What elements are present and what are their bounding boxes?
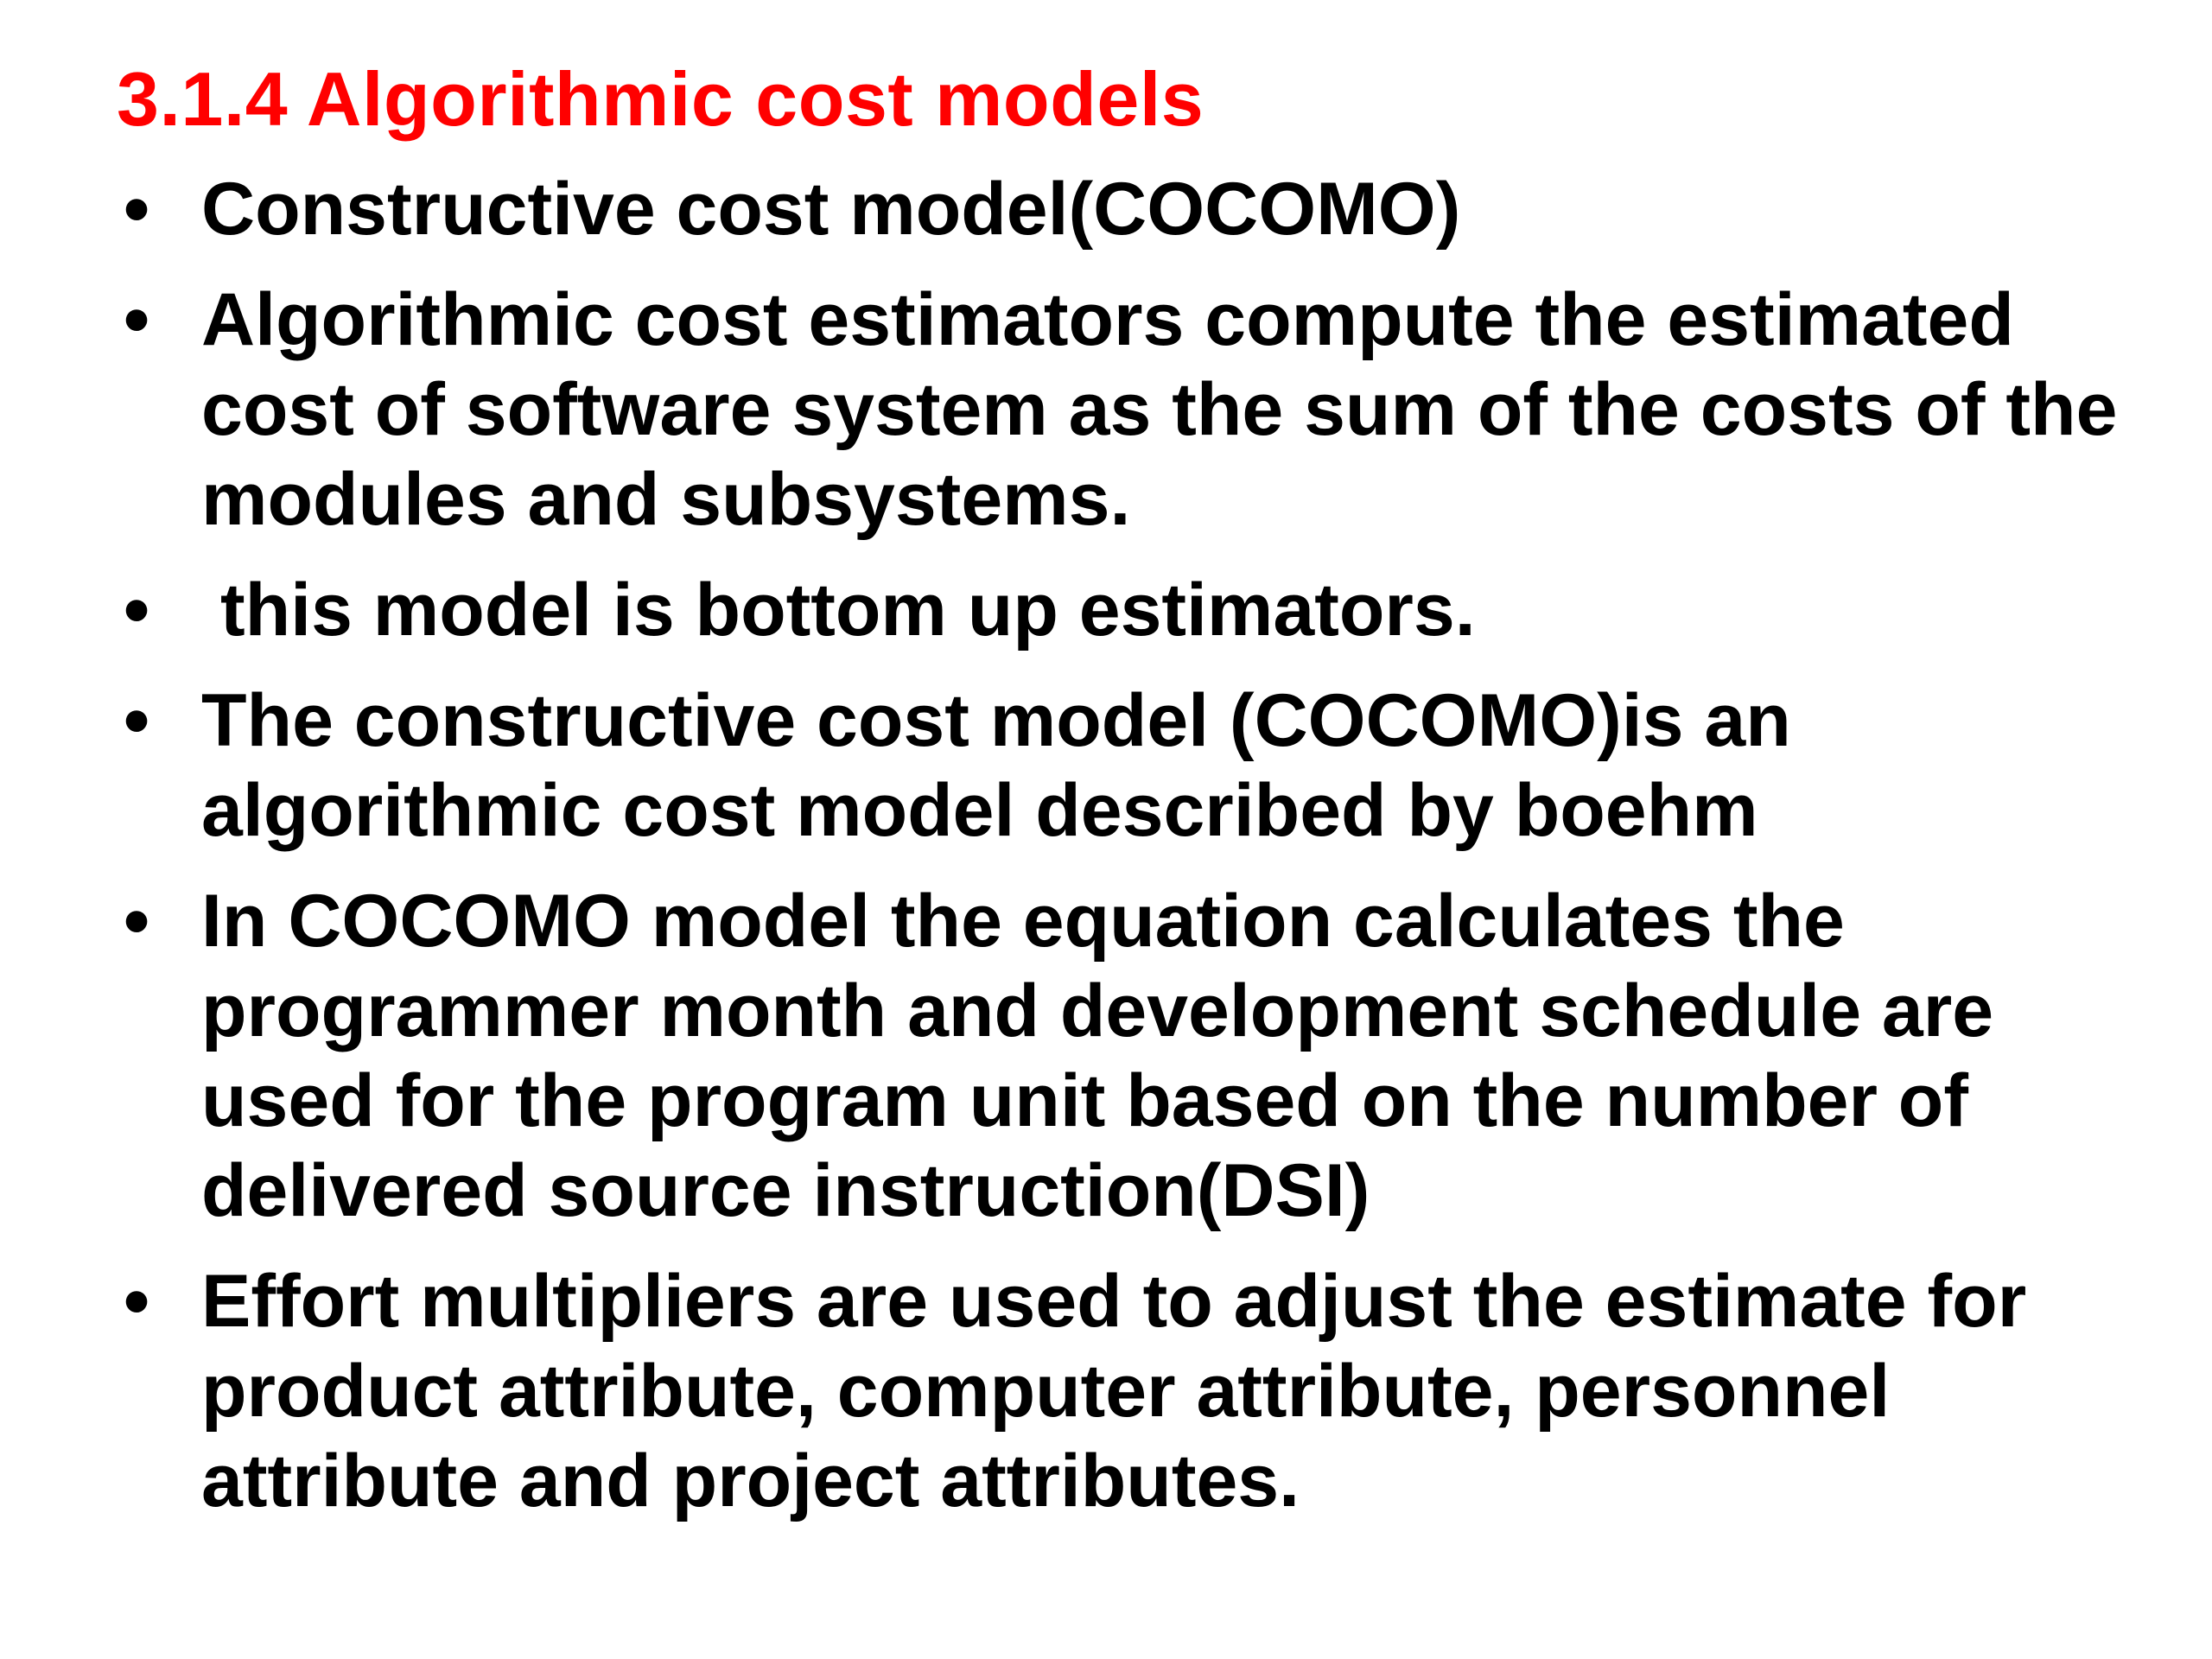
bullet-item-estimators: [117, 275, 2130, 544]
bullet-text: this model is bottom up estimators.: [220, 569, 1476, 652]
bullet-text: In COCOMO model the equation calculates the programmer month and development schedule are used for the program unit based on the number of delivered source instruction(DSI): [201, 880, 1994, 1232]
bullet-text: Constructive cost model(COCOMO): [201, 168, 1461, 251]
bullet-item-bottom-up: [117, 565, 2130, 655]
bullet-item-effort-multipliers: [117, 1256, 2130, 1526]
bullet-icon: •: [124, 168, 150, 251]
slide-title: 3.1.4 Algorithmic cost models: [117, 56, 1205, 142]
bullet-item-boehm: [117, 676, 2130, 855]
bullet-icon: •: [124, 1260, 150, 1343]
bullet-text: Effort multipliers are used to adjust the estimate for product attribute, computer attribute, personnel attribute and project attributes.: [201, 1260, 2027, 1522]
bullet-item-equation: [117, 876, 2130, 1236]
bullet-icon: •: [124, 880, 150, 963]
bullet-icon: •: [124, 569, 150, 652]
bullet-text: The constructive cost model (COCOMO)is an algorithmic cost model described by boehm: [201, 679, 1791, 852]
bullet-list: [117, 164, 2130, 1547]
bullet-icon: •: [124, 278, 150, 361]
bullet-icon: •: [124, 679, 150, 762]
bullet-item-cocomo: [117, 164, 2130, 254]
bullet-text: Algorithmic cost estimators compute the estimated cost of software system as the sum of the costs of the modules and subsystems.: [201, 278, 2118, 541]
